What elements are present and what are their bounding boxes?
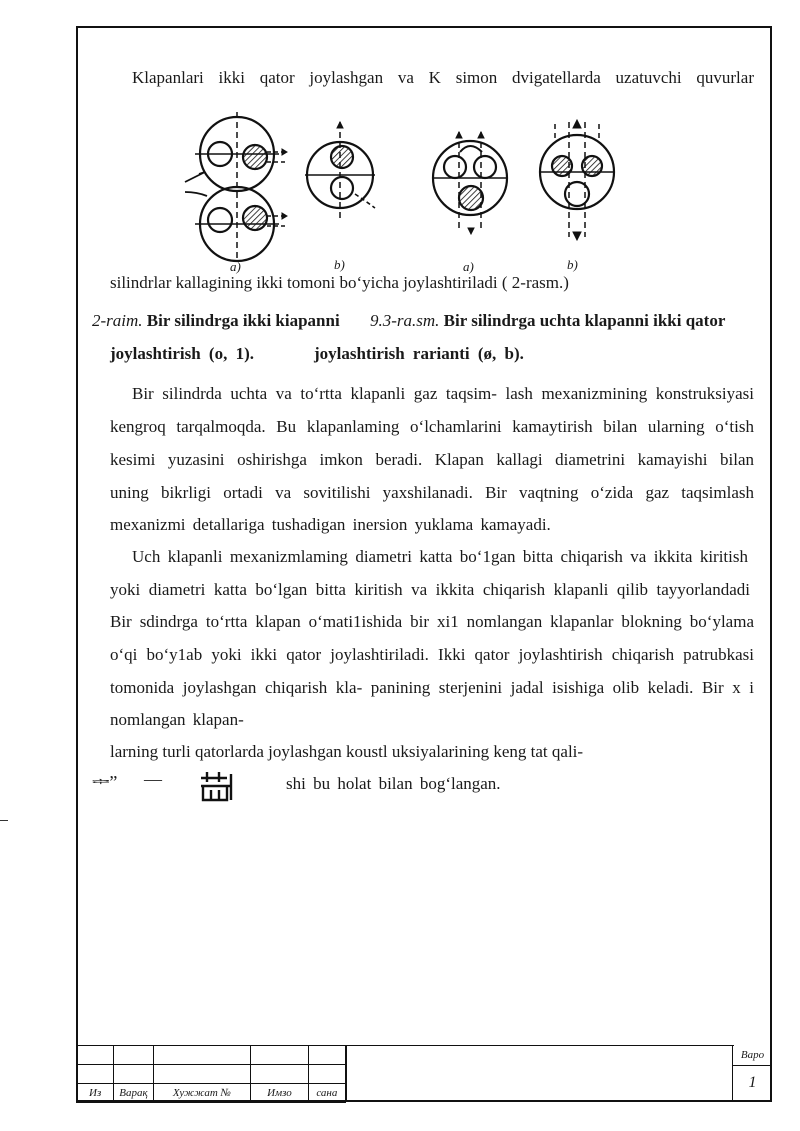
paragraph-1-line: Bir silindrda uchta va to‘rtta klapanli gaz taqsim- lash mexanizmining konstruksiyasi	[132, 384, 754, 403]
paragraph-1-line: mexanizmi detallariga tushadigan inersion yuklama kamayadi.	[110, 515, 551, 534]
paragraph-2-line: larning turli qatorlarda joylashgan koustl uksiyalarining keng tat qali-	[110, 742, 584, 761]
paragraph-2-line: nomlangan klapan-	[110, 710, 244, 729]
figure-label-b1: b)	[334, 257, 345, 272]
stamp-title-cell	[346, 1045, 734, 1102]
caption-right-line2: joylashtirish rarianti (ø, b).	[314, 344, 524, 363]
stray-mark: ᆃ”	[92, 772, 118, 792]
paragraph-2-line: Bir sdindrga to‘rtta klapan o‘mati1ishida bir xi1 nomlangan klapanlar blokning bo‘ylama	[110, 612, 754, 631]
figure-label-a2: a)	[463, 259, 474, 274]
stamp-label-date: сана	[308, 1084, 345, 1103]
intro-line-2: silindrlar kallagining ikki tomoni bo‘yicha joylashtiriladi ( 2-rasm.)	[110, 273, 569, 292]
stamp-sheet-label: Варо	[733, 1045, 772, 1066]
paragraph-2-line: Uch klapanli mexanizmlaming diametri katta bo‘1gan bitta chiqarish va ikkita kiritish	[132, 547, 748, 566]
stamp-label-document: Хужжат №	[153, 1084, 251, 1103]
figure-label-b2: b)	[567, 257, 578, 272]
stamp-sheet-number: 1	[748, 1074, 757, 1091]
figure-9-3a	[433, 132, 507, 234]
scan-artifact-icon	[197, 770, 237, 804]
stamp-sheet-cell	[732, 1045, 772, 1102]
caption-right: 9.3-ra.sm. Bir silindrga uchta klapanni ikki qator	[370, 311, 726, 330]
title-block	[76, 1045, 772, 1102]
paragraph-1-line: kengroq tarqalmoqda. Bu klapanlaming o‘lchamlarini kamaytirish bilan ularning o‘tish	[110, 417, 754, 436]
intro-line: Klapanlari ikki qator joylashgan va K simon dvigatellarda uzatuvchi quvurlar	[132, 68, 754, 87]
paragraph-2-line: tomonida joylashgan chiqarish kla- panining sterjenini jadal isishiga olib keladi. Bir x i	[110, 678, 754, 697]
paragraph-1-line: kesimi yuzasini oshirishga imkon beradi. Klapan kallagi diametrini kamayishi bilan	[110, 450, 754, 469]
stamp-label-varaq: Варақ	[114, 1084, 153, 1103]
stamp-label-iz: Из	[77, 1084, 114, 1103]
stamp-label-signature: Имзо	[251, 1084, 308, 1103]
figure-2b	[305, 122, 375, 222]
stray-dash: —	[144, 769, 162, 789]
figure-9-3b	[540, 120, 614, 240]
margin-mark	[0, 820, 8, 821]
figure-label-a1: a)	[230, 259, 241, 274]
paragraph-2-line: o‘qi bo‘y1ab yoki ikki qator joylashtiriladi. Ikki qator joylashtirish chiqarish patrubkasi	[110, 645, 754, 664]
figure-2a	[185, 112, 287, 262]
caption-left-line2: joylashtirish (o, 1).	[110, 344, 254, 363]
paragraph-2-line: yoki diametri katta bo‘lgan bitta kiritish va ikkita chiqarish klapanli qilib tayyorlandadi	[110, 580, 750, 599]
caption-left: 2-raim. Bir silindrga ikki kiapanni	[92, 311, 340, 330]
paragraph-2-last-line: shi bu holat bilan bog‘langan.	[286, 774, 501, 793]
valve-arrangement-figure	[175, 112, 625, 272]
paragraph-1-line: uning bikrligi ortadi va sovitilishi yaxshilanadi. Bir vaqtning o‘zida gaz taqsimlash	[110, 483, 754, 502]
